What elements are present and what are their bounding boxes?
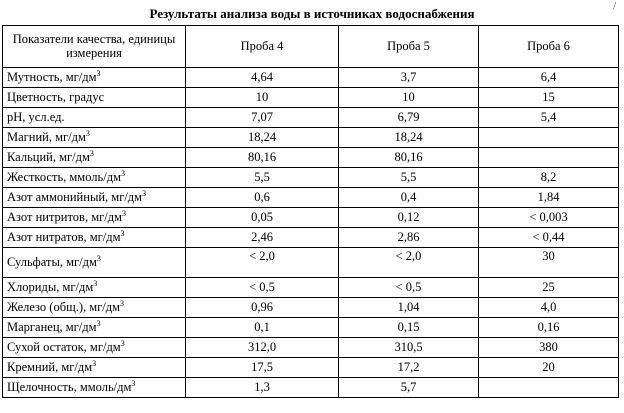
- sample-6-value: 8,2: [479, 168, 619, 188]
- indicator-name: [3, 188, 186, 208]
- table-row: [3, 128, 619, 148]
- table-row: [3, 88, 619, 108]
- indicator-label: Железо (общ.), мг/дм: [7, 299, 121, 314]
- sample-6-value: 5,4: [479, 108, 619, 128]
- sample-5-value: < 0,5: [339, 278, 479, 298]
- indicator-name: [3, 148, 186, 168]
- sample-5-value: < 2,0: [339, 248, 479, 278]
- unit-exponent: 3: [93, 278, 98, 288]
- indicator-label: Жесткость, ммоль/дм: [7, 169, 121, 184]
- indicator-label: Сульфаты, мг/дм: [7, 254, 97, 269]
- indicator-label: Сухой остаток, мг/дм: [7, 339, 121, 354]
- table-row: [3, 298, 619, 318]
- sample-6-value: [479, 148, 619, 168]
- sample-4-value: 5,5: [186, 168, 339, 188]
- sample-6-value: [479, 128, 619, 148]
- sample-4-value: < 2,0: [186, 248, 339, 278]
- sample-5-value: 80,16: [339, 148, 479, 168]
- unit-exponent: 3: [89, 148, 94, 158]
- indicator-name: [3, 278, 186, 298]
- sample-6-value: < 0,003: [479, 208, 619, 228]
- header-indicator: Показатели качества, единицы измерения: [3, 26, 186, 68]
- sample-4-value: 17,5: [186, 358, 339, 378]
- sample-4-value: 18,24: [186, 128, 339, 148]
- table-row: [3, 228, 619, 248]
- header-sample-6: Проба 6: [479, 26, 619, 68]
- table-row: [3, 188, 619, 208]
- sample-5-value: 0,15: [339, 318, 479, 338]
- sample-5-value: 10: [339, 88, 479, 108]
- table-row: [3, 168, 619, 188]
- indicator-label: Кальций, мг/дм: [7, 149, 90, 164]
- indicator-name: [3, 358, 186, 378]
- table-row: [3, 68, 619, 88]
- sample-4-value: 0,1: [186, 318, 339, 338]
- indicator-name: [3, 68, 186, 88]
- unit-exponent: 3: [131, 378, 136, 388]
- sample-4-value: 4,64: [186, 68, 339, 88]
- water-analysis-table: [2, 25, 619, 398]
- indicator-label: Хлориды, мг/дм: [7, 279, 94, 294]
- indicator-name: [3, 378, 186, 398]
- sample-4-value: 1,3: [186, 378, 339, 398]
- unit-exponent: 3: [92, 358, 97, 368]
- indicator-name: [3, 298, 186, 318]
- unit-exponent: 3: [121, 208, 126, 218]
- sample-6-value: 30: [479, 248, 619, 278]
- indicator-label: Щелочность, ммоль/дм: [7, 379, 132, 394]
- unit-exponent: 3: [85, 128, 90, 138]
- indicator-label: Азот нитритов, мг/дм: [7, 209, 122, 224]
- indicator-name: [3, 128, 186, 148]
- unit-exponent: 3: [120, 298, 125, 308]
- unit-exponent: 3: [120, 168, 125, 178]
- indicator-label: Магний, мг/дм: [7, 129, 86, 144]
- indicator-label: Мутность, мг/дм: [7, 69, 97, 84]
- sample-4-value: 0,96: [186, 298, 339, 318]
- table-row: [3, 318, 619, 338]
- sample-4-value: 312,0: [186, 338, 339, 358]
- unit-exponent: 3: [96, 68, 101, 78]
- unit-exponent: 3: [142, 188, 147, 198]
- unit-exponent: 3: [120, 338, 125, 348]
- sample-4-value: 0,6: [186, 188, 339, 208]
- indicator-name: [3, 248, 186, 278]
- table-row: [3, 248, 619, 278]
- sample-6-value: 0,16: [479, 318, 619, 338]
- header-sample-4: Проба 4: [186, 26, 339, 68]
- indicator-label: Кремний, мг/дм: [7, 359, 93, 374]
- table-header-row: [3, 26, 619, 68]
- indicator-label: pH, усл.ед.: [7, 109, 65, 124]
- table-row: [3, 358, 619, 378]
- table-row: [3, 378, 619, 398]
- sample-5-value: 1,04: [339, 298, 479, 318]
- indicator-name: [3, 338, 186, 358]
- indicator-name: [3, 318, 186, 338]
- table-row: [3, 338, 619, 358]
- indicator-label: Азот аммонийный, мг/дм: [7, 189, 143, 204]
- sample-6-value: 1,84: [479, 188, 619, 208]
- document-title: Результаты анализа воды в источниках водоснабжения: [149, 6, 475, 21]
- sample-5-value: 2,86: [339, 228, 479, 248]
- corner-mark: /: [613, 1, 616, 12]
- sample-5-value: 17,2: [339, 358, 479, 378]
- sample-6-value: 25: [479, 278, 619, 298]
- sample-4-value: < 0,5: [186, 278, 339, 298]
- sample-5-value: 5,7: [339, 378, 479, 398]
- sample-6-value: 20: [479, 358, 619, 378]
- sample-5-value: 310,5: [339, 338, 479, 358]
- indicator-name: [3, 108, 186, 128]
- table-row: [3, 208, 619, 228]
- table-row: [3, 278, 619, 298]
- indicator-name: [3, 168, 186, 188]
- indicator-name: [3, 208, 186, 228]
- unit-exponent: 3: [96, 318, 101, 328]
- indicator-label: Цветность, градус: [7, 89, 105, 104]
- sample-5-value: 5,5: [339, 168, 479, 188]
- sample-4-value: 2,46: [186, 228, 339, 248]
- sample-4-value: 0,05: [186, 208, 339, 228]
- sample-5-value: 3,7: [339, 68, 479, 88]
- sample-6-value: 15: [479, 88, 619, 108]
- sample-4-value: 7,07: [186, 108, 339, 128]
- sample-5-value: 0,4: [339, 188, 479, 208]
- table-row: [3, 148, 619, 168]
- sample-4-value: 10: [186, 88, 339, 108]
- sample-6-value: 4,0: [479, 298, 619, 318]
- sample-6-value: 6,4: [479, 68, 619, 88]
- header-sample-5: Проба 5: [339, 26, 479, 68]
- indicator-label: Азот нитратов, мг/дм: [7, 229, 121, 244]
- indicator-name: [3, 228, 186, 248]
- sample-5-value: 6,79: [339, 108, 479, 128]
- indicator-label: Марганец, мг/дм: [7, 319, 97, 334]
- unit-exponent: 3: [120, 228, 125, 238]
- sample-5-value: 18,24: [339, 128, 479, 148]
- unit-exponent: 3: [96, 253, 101, 263]
- sample-6-value: < 0,44: [479, 228, 619, 248]
- sample-6-value: 380: [479, 338, 619, 358]
- indicator-name: [3, 88, 186, 108]
- sample-5-value: 0,12: [339, 208, 479, 228]
- sample-4-value: 80,16: [186, 148, 339, 168]
- sample-6-value: [479, 378, 619, 398]
- table-row: [3, 108, 619, 128]
